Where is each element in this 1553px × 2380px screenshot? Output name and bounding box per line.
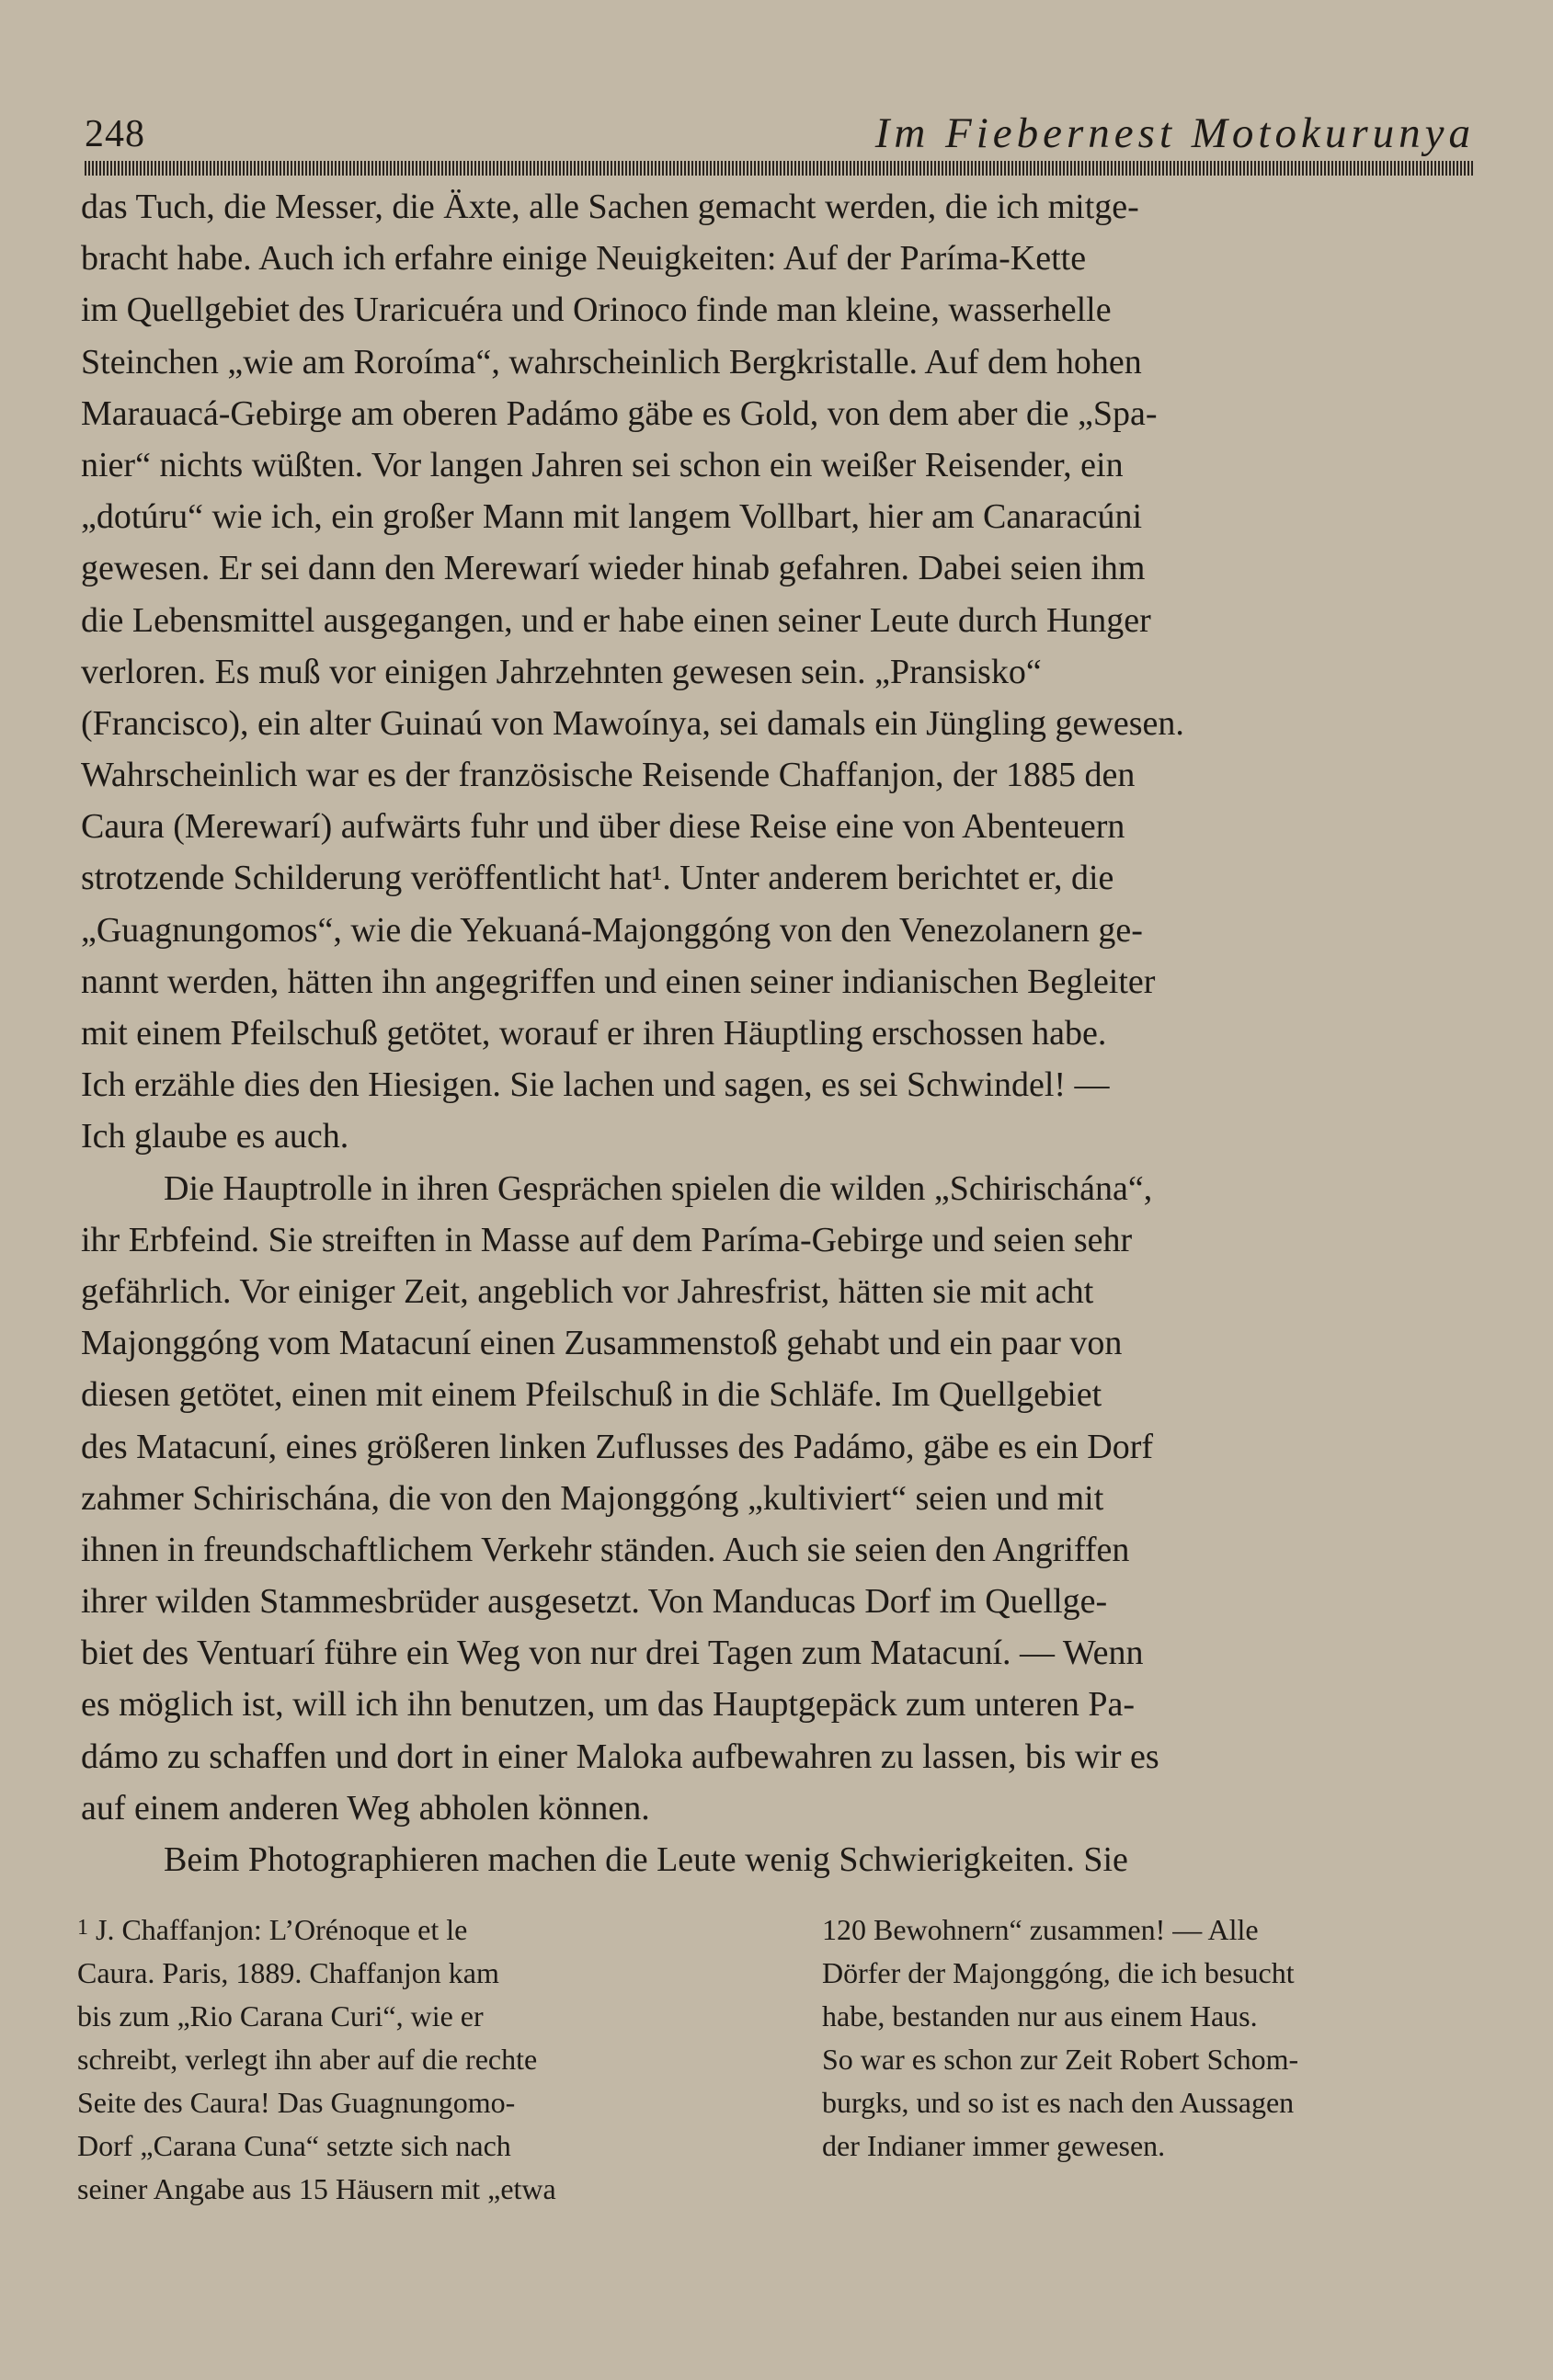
text-line: ihnen in freundschaftlichem Verkehr ständen. Auch sie seien den Angriffen — [81, 1530, 1130, 1569]
text-line: nannt werden, hätten ihn angegriffen und einen seiner indianischen Begleiter — [81, 962, 1156, 1001]
footnote-line: schreibt, verlegt ihn aber auf die rechte — [77, 2043, 538, 2076]
text-line: Ich glaube es auch. — [81, 1117, 349, 1156]
text-line: dámo zu schaffen und dort in einer Maloka aufbewahren zu lassen, bis wir es — [81, 1737, 1159, 1776]
text-line: die Lebensmittel ausgegangen, und er habe einen seiner Leute durch Hunger — [81, 600, 1151, 640]
text-line: (Francisco), ein alter Guinaú von Mawoínya, sei damals ein Jüngling gewesen. — [81, 703, 1184, 743]
footnote-line — [77, 1908, 758, 1952]
text-line: zahmer Schirischána, die von den Majonggóng „kultiviert“ seien und mit — [81, 1478, 1104, 1518]
text-line: Beim Photographieren machen die Leute wenig Schwierigkeiten. Sie — [164, 1840, 1128, 1879]
text-line: biet des Ventuarí führe ein Weg von nur drei Tagen zum Matacuní. — Wenn — [81, 1634, 1144, 1673]
footnote-column-right — [822, 1908, 1502, 2168]
text-line: diesen getötet, einen mit einem Pfeilschuß in die Schläfe. Im Quellgebiet — [81, 1375, 1102, 1415]
footnote-text: J. Chaffanjon: L’Orénoque et le — [96, 1913, 468, 1946]
text-line: Marauacá-Gebirge am oberen Padámo gäbe es Gold, von dem aber die „Spa- — [81, 393, 1158, 433]
footnote-line: Caura. Paris, 1889. Chaffanjon kam — [77, 1956, 499, 1989]
text-line: nier“ nichts wüßten. Vor langen Jahren sei schon ein weißer Reisender, ein — [81, 445, 1124, 484]
main-text — [81, 181, 1479, 1885]
footnote-column-left — [77, 1908, 758, 2211]
page-header — [85, 108, 1475, 167]
footnote-line: habe, bestanden nur aus einem Haus. — [822, 1999, 1258, 2033]
page-number: 248 — [85, 113, 145, 155]
text-line: „Guagnungomos“, wie die Yekuaná-Majonggóng von den Venezolanern ge- — [81, 910, 1143, 950]
text-line: gefährlich. Vor einiger Zeit, angeblich vor Jahresfrist, hätten sie mit acht — [81, 1271, 1094, 1311]
text-line: ihrer wilden Stammesbrüder ausgesetzt. Von Manducas Dorf im Quellge- — [81, 1582, 1108, 1622]
footnotes — [77, 1908, 1479, 2203]
footnote-line: Dörfer der Majonggóng, die ich besucht — [822, 1956, 1295, 1989]
text-line: des Matacuní, eines größeren linken Zuflusses des Padámo, gäbe es ein Dorf — [81, 1427, 1154, 1466]
text-line: bracht habe. Auch ich erfahre einige Neuigkeiten: Auf der Paríma-Kette — [81, 239, 1087, 279]
text-line: im Quellgebiet des Uraricuéra und Orinoco finde man kleine, wasserhelle — [81, 290, 1112, 330]
text-line: es möglich ist, will ich ihn benutzen, um das Hauptgepäck zum unteren Pa- — [81, 1685, 1136, 1725]
text-line: verloren. Es muß vor einigen Jahrzehnten gewesen sein. „Pransisko“ — [81, 652, 1042, 691]
footnote-line: seiner Angabe aus 15 Häusern mit „etwa — [77, 2172, 556, 2205]
text-line: Steinchen „wie am Roroíma“, wahrscheinlich Bergkristalle. Auf dem hohen — [81, 342, 1142, 381]
footnote-line: Seite des Caura! Das Guagnungomo- — [77, 2086, 516, 2119]
footnote-marker: 1 — [77, 1916, 88, 1940]
footnote-line: der Indianer immer gewesen. — [822, 2129, 1166, 2162]
text-line: Die Hauptrolle in ihren Gesprächen spielen die wilden „Schirischána“, — [164, 1168, 1153, 1208]
footnote-line: burgks, und so ist es nach den Aussagen — [822, 2086, 1295, 2119]
text-line: Wahrscheinlich war es der französische Reisende Chaffanjon, der 1885 den — [81, 756, 1136, 795]
text-line: gewesen. Er sei dann den Merewarí wieder hinab gefahren. Dabei seien ihm — [81, 549, 1146, 588]
footnote-line: 120 Bewohnern“ zusammen! — Alle — [822, 1913, 1259, 1946]
footnote-line: Dorf „Carana Cuna“ setzte sich nach — [77, 2129, 511, 2162]
text-line: strotzende Schilderung veröffentlicht hat¹. Unter anderem berichtet er, die — [81, 859, 1114, 898]
footnote-line: bis zum „Rio Carana Curi“, wie er — [77, 1999, 484, 2033]
text-line: Ich erzähle dies den Hiesigen. Sie lachen und sagen, es sei Schwindel! — — [81, 1065, 1110, 1105]
text-line: Majonggóng vom Matacuní einen Zusammenstoß gehabt und ein paar von — [81, 1324, 1123, 1363]
text-line: „dotúru“ wie ich, ein großer Mann mit langem Vollbart, hier am Canaracúni — [81, 497, 1143, 537]
text-line: ihr Erbfeind. Sie streiften in Masse auf dem Paríma-Gebirge und seien sehr — [81, 1220, 1133, 1259]
running-title: Im Fiebernest Motokurunya — [874, 109, 1475, 157]
text-line: das Tuch, die Messer, die Äxte, alle Sachen gemacht werden, die ich mitge- — [81, 188, 1139, 226]
text-line: mit einem Pfeilschuß getötet, worauf er ihren Häuptling erschossen habe. — [81, 1014, 1107, 1053]
text-line: auf einem anderen Weg abholen können. — [81, 1788, 650, 1828]
header-rule — [85, 161, 1475, 176]
footnote-line: So war es schon zur Zeit Robert Schom- — [822, 2043, 1299, 2076]
text-line: Caura (Merewarí) aufwärts fuhr und über diese Reise eine von Abenteuern — [81, 807, 1125, 847]
